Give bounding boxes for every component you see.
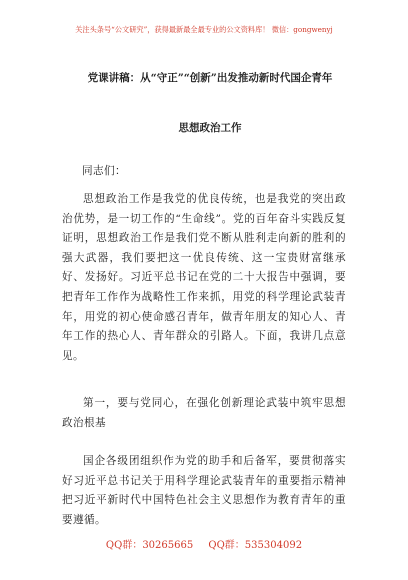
footer-qq-group-1: QQ群：30265665 (105, 540, 194, 551)
footer-contact (0, 536, 408, 551)
footer-qq-group-2: QQ群：535304092 (208, 540, 303, 551)
paragraph-1: 思想政治工作是我党的优良传统，也是我党的突出政治优势，是一切工作的“生命线”。党的百年奋斗实践反复证明，思想政治工作是我们党不断从胜利走向新的胜利的强大武器，我们要把这一优良传统、这一宝贵财富继承好、发扬好。习近平总书记在党的二十大报告中强调，要把青年工作作为战略性工作来抓，用党的科学理论武装青年，用党的初心使命感召青年，做青年朋友的知心人、青年工作的热心人、青年群众的引路人。下面，我讲几点意见。 (62, 193, 346, 362)
section-heading-1: 第一，要与党同心，在强化创新理论武装中筑牢思想政治根基 (62, 397, 346, 429)
document-title-line1: 党课讲稿：从“守正”“创新”出发推动新时代国企青年 (87, 72, 333, 84)
greeting: 同志们： (82, 165, 126, 177)
header-notice: 关注头条号“公文研究”，获得最新最全最专业的公文资料库！ 微信：gongwenyj (75, 25, 333, 34)
document-title-line2: 思想政治工作 (178, 122, 242, 134)
paragraph-3: 国企各级团组织作为党的助手和后备军，要贯彻落实好习近平总书记关于用科学理论武装青年的重要指示精神把习近平新时代中国特色社会主义思想作为教育青年的重要遵循。 (62, 455, 346, 526)
